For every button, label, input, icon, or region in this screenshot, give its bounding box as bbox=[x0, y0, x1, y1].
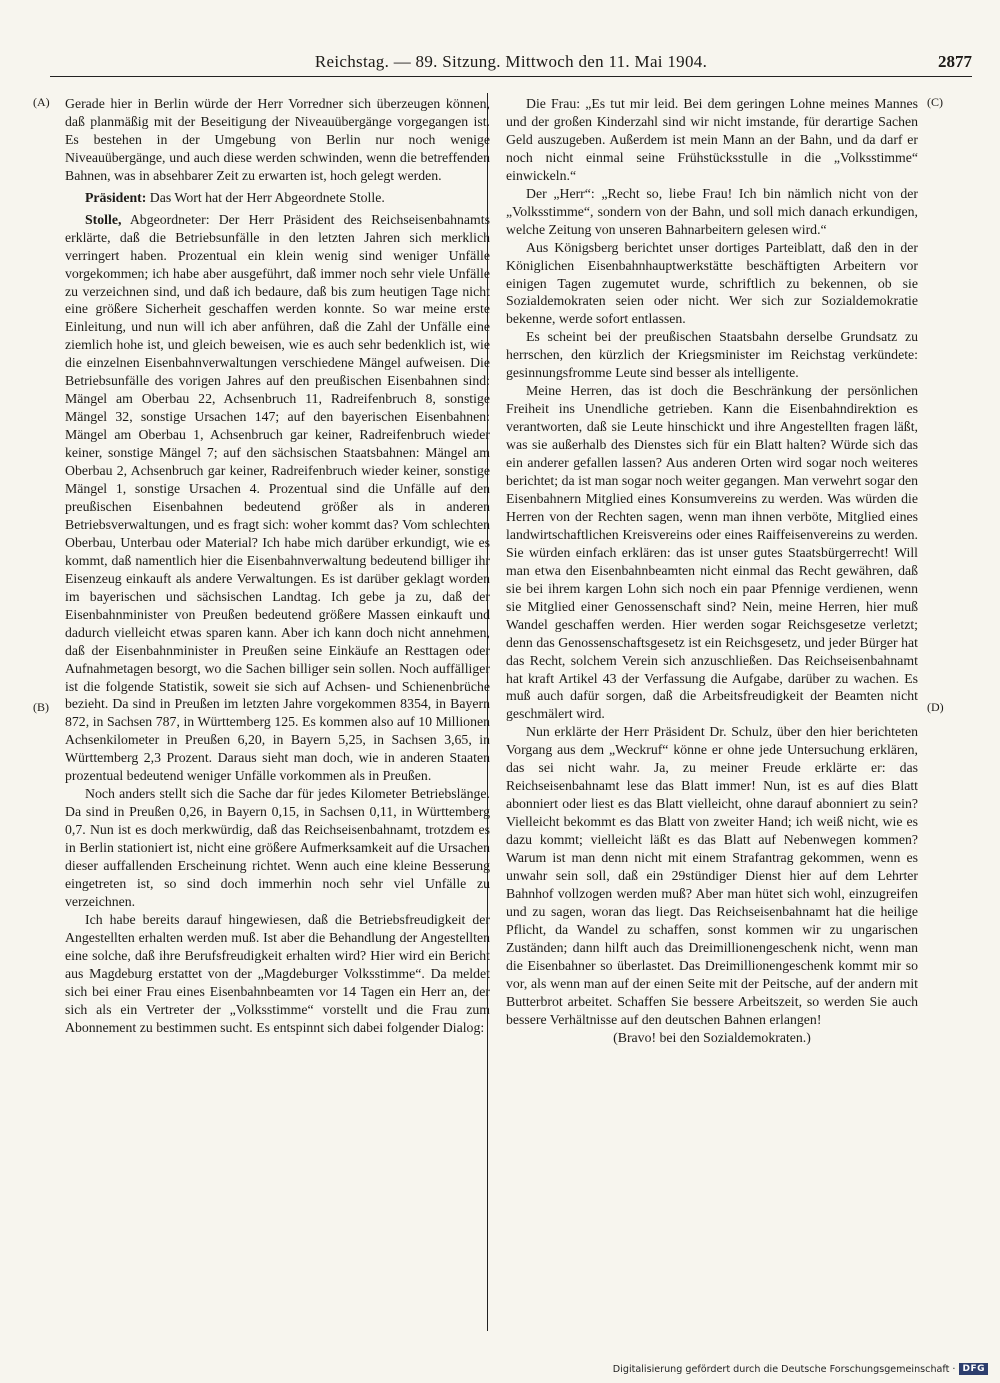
running-head: Reichstag. — 89. Sitzung. Mittwoch den 11. Mai 1904. bbox=[314, 52, 708, 71]
paragraph: Aus Königsberg berichtet unser dortiges Parteiblatt, daß den in der Königlichen Eisenbahnhauptwerkstätte beschäftigten Arbeitern vor einigen Tagen zugemutet wurde, schriftlich zu bekennen, ob sie Sozialdemokraten seien oder nicht. Wer sich zur Sozialdemokratie bekenne, werde sofort entlassen. bbox=[506, 239, 918, 327]
paragraph: Das Wort hat der Herr Abgeordnete Stolle. bbox=[149, 189, 385, 205]
paragraph: Meine Herren, das ist doch die Beschränkung der persönlichen Freiheit ins Unendliche getrieben. Kann die Eisenbahndirektion es verantworten, daß sie Leute hinschickt und ihre Angestellten fragen läßt, was sie außerhalb des Dienstes sich für ein Blatt halten? Würde sich das ein anderer gefallen lassen? Aus anderen Orten wird sogar noch weiteres berichtet; da ist man sogar noch weiter gegangen. Man verwehrt sogar den Eisenbahnern Mitglied eines Konsumvereins zu werden. Was würden die Herren von der Rechten sagen, wenn man ihnen verböte, Mitglied eines landwirtschaftlichen Kreisvereins oder eines Raiffeisenvereins zu werden. Sie würden einfach erklären: das ist unser gutes Staatsbürgerrecht! Will man etwa den Eisenbahnbeamten nicht einmal das Recht gewähren, daß sie bei ihrem kargen Lohn sich noch ein paar Pfennige verdienen, wenn sie Mitglied einer Genossenschaft sind? Nein, meine Herren, hier muß Wandel geschaffen werden. Hier werden sogar Reichsgesetze verletzt; denn das Genossenschaftsgesetz ist ein Reichsgesetz, und jeder Bürger hat das Recht, solchem Verein sich anzuschließen. Das Reichseisenbahnamt hat kraft Artikel 43 der Verfassung die Aufgabe, darüber zu wachen. Es muß auch dafür sorgen, daß die Arbeitsfreudigkeit der Beamten nicht geschmälert wird. bbox=[506, 383, 918, 722]
paragraph: Der „Herr“: „Recht so, liebe Frau! Ich bin nämlich nicht von der „Volksstimme“, sondern von der Bahn, und soll mich danach erkundigen, welche Zeitung von unseren Bahnarbeitern gelesen wird.“ bbox=[506, 185, 918, 237]
speaker-label-president: Präsident: bbox=[85, 189, 147, 205]
dfg-logo: DFG bbox=[959, 1363, 988, 1375]
paragraph: Noch anders stellt sich die Sache dar für jedes Kilometer Betriebslänge. Da sind in Preußen 0,26, in Bayern 0,15, in Sachsen 0,11, in Württemberg 0,7. Nun ist es doch merkwürdig, daß das Reichseisenbahnamt, trotzdem es in Berlin stationiert ist, nicht eine größere Aufmerksamkeit auf die Ursachen dieser auffallenden Erscheinung richtet. Wenn auch eine kleine Besserung eingetreten ist, so sind doch immerhin noch sehr viel Unfälle zu verzeichnen. bbox=[65, 786, 490, 909]
margin-marker-c: (C) bbox=[927, 95, 943, 109]
paragraph: Nun erklärte der Herr Präsident Dr. Schulz, über den hier berichteten Vorgang aus dem „Weckruf“ könne er ohne jede Untersuchung erklären, das sei nicht wahr. Ja, zu meiner Freude erklärte er: das Reichseisenbahnamt lese das Blatt immer! Nun, ist es auf dies Blatt abonniert oder liest es das Blatt vielleicht, ohne darauf abonniert zu sein? Vielleicht bekommt es das Blatt von zweiter Hand; ich weiß nicht, wie es dazu kommt; vielleicht läßt es das Blatt auf Nebenwegen kommen? Warum ist man denn nicht mit einem Strafantrag gekommen, wenn es unwahr sein soll, daß ein 29stündiger Dienst hier auf dem Lehrter Bahnhof vollzogen werden muß? Aber man hütet sich wohl, einzugreifen und zu sagen, woran das liegt. Das Reichseisenbahnamt hat die heilige Pflicht, da Wandel zu schaffen, sonst kommen wir zu ungarischen Zuständen; dann hilft auch das Dreimillionengeschenk nicht, wenn man die Eisenbahner so überlastet. Das Dreimillionengeschenk kommt mir so vor, als wenn man auf der einen Seite mit der Peitsche, auf der andern mit Butterbrot arbeitet. Schaffen Sie bessere Arbeitszeit, so werden Sie auch bessere Verhältnisse auf den deutschen Bahnen erlangen! bbox=[506, 724, 918, 1027]
page-header bbox=[50, 50, 972, 77]
margin-marker-d: (D) bbox=[927, 700, 944, 714]
interjection: (Bravo! bei den Sozialdemokraten.) bbox=[613, 1029, 811, 1045]
left-column bbox=[65, 95, 490, 1037]
paragraph: Gerade hier in Berlin würde der Herr Vorredner sich überzeugen können, daß planmäßig mit der Beseitigung der Niveauübergänge vorgegangen ist. Es bestehen in der Umgebung von Berlin nur noch wenige Niveauübergänge, und auch diese werden schwinden, wenn die betreffenden Bahnen, was in absehbarer Zeit zu erwarten ist, hoch gelegt werden. bbox=[65, 96, 490, 183]
right-column bbox=[506, 95, 918, 1047]
page-number: 2877 bbox=[938, 52, 972, 71]
speaker-paragraph-stolle bbox=[65, 211, 490, 786]
speaker-paragraph-president bbox=[65, 189, 490, 207]
paragraph: Die Frau: „Es tut mir leid. Bei dem geringen Lohne meines Mannes und der großen Kinderzahl sind wir nicht imstande, für derartige Sachen Geld auszugeben. Außerdem ist mein Mann an der Bahn, und da darf er noch nicht einmal seine Frühstücksstulle in die „Volksstimme“ einwickeln.“ bbox=[506, 96, 918, 183]
paragraph: Ich habe bereits darauf hingewiesen, daß die Betriebsfreudigkeit der Angestellten erhalten werden muß. Ist aber die Behandlung der Angestellten eine solche, daß ihre Berufsfreudigkeit erhalten wird? Hier wird ein Bericht aus Magdeburg erstattet von der „Magdeburger Volksstimme“. Da meldet sich bei einer Frau eines Eisenbahnbeamten vor 14 Tagen ein Herr an, der sich als ein Vertreter der „Volksstimme“ vorstellt und die Frau zum Abonnement zu bestimmen sucht. Es entspinnt sich dabei folgender Dialog: bbox=[65, 911, 490, 1035]
margin-marker-a: (A) bbox=[33, 95, 50, 109]
paragraph: Es scheint bei der preußischen Staatsbahn derselbe Grundsatz zu herrschen, den kürzlich der Kriegsminister im Reichstag verkündete: gesinnungsfromme Leute sind besser als intelligente. bbox=[506, 329, 918, 381]
footer bbox=[613, 1363, 988, 1375]
speaker-label-stolle: Stolle, bbox=[85, 211, 122, 227]
paragraph: Abgeordneter: Der Herr Präsident des Reichseisenbahnamts erklärte, daß die Betriebsunfälle in den letzten Jahren sich merklich verringert haben. Prozentual ein klein wenig sind weniger Unfälle vorgekommen; ich habe aber ausgeführt, daß immer noch sehr viele Unfälle zu verzeichnen sind, und daß ich bedaure, daß bis zum heutigen Tage nicht eine größere Sicherheit geschaffen werden konnte. So war meine erste Einleitung, und nun will ich aber anführen, daß die Zahl der Unfälle eine ziemlich hohe ist, und gleich beweisen, wie es auch sehr bedenklich ist, wie die einzelnen Eisenbahnverwaltungen verschiedene Mängel aufweisen. Die Betriebsunfälle des vorigen Jahres auf den preußischen Eisenbahnen sind: Mängel am Oberbau 22, Achsenbruch 11, Radreifenbruch 8, sonstige Mängel 32, sonstige Ursachen 147; auf den bayerischen Eisenbahnen: Mängel am Oberbau 1, Achsenbruch gar keiner, Radreifenbruch wieder keiner, sonstige Mängel 7; auf den sächsischen Staatsbahnen: Mängel am Oberbau 2, Achsenbruch gar keiner, Radreifenbruch wieder keiner, sonstige Mängel 1, sonstige Ursachen 4. Prozentual sind die Unfälle auf den preußischen Eisenbahnen bedeutend größer als in anderen Betriebsverwaltungen, und es fragt sich: woher kommt das? Vom schlechten Oberbau, Unterbau oder Material? Ich habe mich darüber erkundigt, wie es kommt, daß namentlich hier die Eisenbahnverwaltung bedeutend billiger ihr Eisenzeug einkauft als andere Verwaltungen. Es ist darüber geklagt worden im bayerischen und sächsischen Landtag. Ich gebe ja zu, daß der Eisenbahnminister von Preußen bedeutend größere Massen einkauft und dadurch vielleicht etwas sparen kann. Aber ich kann doch nicht annehmen, daß der Eisenbahnminister in Preußen seine Einkäufe an Resttagen oder Aufnahmetagen besorgt, wo die Sachen billiger sein sollen. Noch auffälliger ist die folgende Statistik, soweit sie sich auf Achsen- und Schienenbrüche bezieht. Da sind in Preußen im letzten Jahre vorgekommen 8354, in Bayern 872, in Sachsen 787, in Württemberg 125. Es kommen also auf 10 Millionen Achsenkilometer in Preußen 6,20, in Bayern 5,25, in Sachsen 3,65, in Württemberg 2,3 Prozent. Daraus sieht man doch, wie in anderen Staaten prozentual bedeutend weniger Unfälle vorkommen als in Preußen. bbox=[65, 211, 490, 784]
margin-marker-b: (B) bbox=[33, 700, 49, 714]
footer-text: Digitalisierung gefördert durch die Deutsche Forschungsgemeinschaft · bbox=[612, 1363, 956, 1375]
column-divider bbox=[487, 93, 488, 1331]
